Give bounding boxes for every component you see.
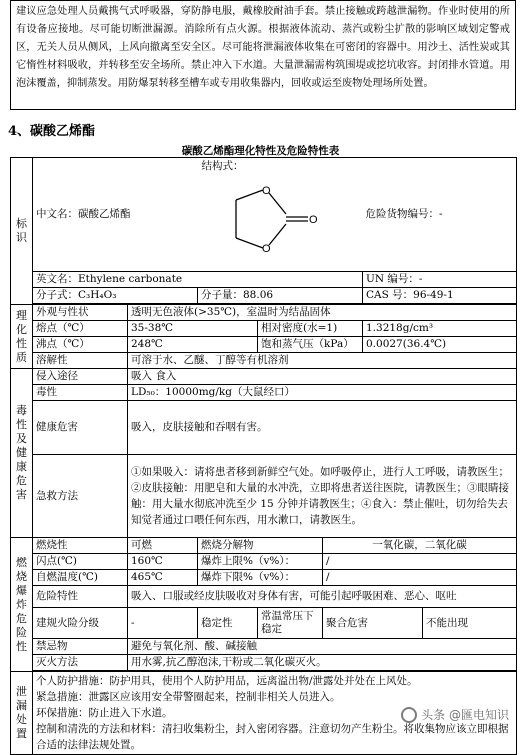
structure-label: 结构式：	[201, 160, 244, 172]
combustion-products-value: 一氧化碳，二氧化碳	[323, 538, 517, 554]
category-physical: 理化性质	[11, 305, 33, 369]
flammability-value: 可燃	[128, 538, 198, 554]
molecular-weight: 分子量：88.06	[198, 288, 363, 304]
upper-limit-label: 爆炸上限%（v%）：	[198, 554, 323, 570]
table-title: 碳酸乙烯酯理化特性及危险特性表	[181, 145, 340, 157]
en-name: 英文名：Ethylene carbonate	[33, 272, 363, 288]
category-leak: 泄漏处置	[11, 672, 33, 755]
extinguishing-value: 用水雾,抗乙醇泡沫,干粉或二氧化碳灭火。	[128, 655, 517, 671]
formula: 分子式：C₃H₄O₃	[33, 288, 198, 304]
toxicity-label: 毒性	[33, 385, 128, 401]
flash-point-label: 闪点(℃)	[33, 554, 128, 570]
phys-label: 外观与性状	[33, 305, 128, 321]
watermark-text: 头条 @匯电知识	[421, 708, 509, 722]
stability-label: 稳定性	[198, 608, 258, 639]
phys-value: 透明无色液体(>35℃)，室温时为结晶固体	[128, 305, 517, 321]
incompatibles-label: 禁忌物	[33, 639, 128, 655]
phys-value: 可溶于水、乙醚、丁醇等有机溶剂	[128, 353, 517, 369]
un-no: UN 编号：-	[363, 272, 517, 288]
svg-text:O: O	[261, 185, 271, 197]
combustion-products-label: 燃烧分解物	[198, 538, 323, 554]
incompatibles-value: 避免与氧化剂、酸、碱接触	[128, 639, 517, 655]
phys-value: 0.0027(36.4℃)	[363, 337, 517, 353]
phys-label: 相对密度(水=1)	[258, 321, 363, 337]
phys-label: 沸点（℃）	[33, 337, 128, 353]
svg-text:O: O	[308, 214, 318, 226]
svg-text:O: O	[261, 243, 271, 255]
section-title: 4、碳酸乙烯酯	[8, 124, 96, 139]
toxicity-value: LD₅₀：10000mg/kg（大鼠经口）	[128, 385, 517, 401]
upper-limit-value: /	[323, 554, 517, 570]
watermark	[401, 706, 509, 723]
hazard-value: 吸入、口服或经皮肤吸收对身体有害，可能引起呼吸困难、恶心、呕吐	[128, 586, 517, 608]
intro-paragraph: 建议应急处理人员戴携气式呼吸器，穿防静电服，戴橡胶耐油手套。禁止接触或跨越泄漏物。作业时使用的所有设备应接地。尽可能切断泄漏源。消除所有点火源。根据液体流动、蒸汽或粉尘扩散的影响区域划定警戒区，无关人员从侧风，上风向撤离至安全区。尽可能将泄漏液体收集在可密闭的容器中。用沙土、活性炭或其它惰性材料吸收，并转移至安全场所。禁止冲入下水道。大量泄漏需构筑围堤或挖坑收容。封闭排水管道。用泡沫覆盖，抑制蒸发。用防爆泵转移至槽车或专用收集器内，回收或运至废物处理场所处置。	[10, 0, 516, 110]
category-fire: 燃烧爆炸危险性	[11, 538, 33, 672]
phys-value: 248℃	[128, 337, 258, 353]
hazard-label: 危险特性	[33, 586, 128, 608]
polymerization-label: 聚合危害	[323, 608, 423, 639]
cas-no: CAS 号：96-49-1	[363, 288, 517, 304]
watermark-logo-icon	[401, 707, 417, 723]
phys-value: 35-38℃	[128, 321, 258, 337]
health-value: 吸入，皮肤接触和吞咽有害。	[128, 401, 517, 455]
health-label: 健康危害	[33, 401, 128, 455]
autoignition-value: 465℃	[128, 570, 198, 586]
fire-class-label: 建规火险分级	[33, 608, 128, 639]
dangerous-goods-no: 危险货物编号：-	[363, 158, 517, 272]
extinguishing-label: 灭火方法	[33, 655, 128, 671]
stability-value: 常温常压下稳定	[258, 608, 323, 639]
cn-name: 中文名：碳酸乙烯酯	[33, 158, 198, 272]
route-label: 侵入途径	[33, 369, 128, 385]
category-toxicity: 毒性及健康危害	[11, 369, 33, 538]
lower-limit-value: /	[323, 570, 517, 586]
autoignition-label: 自燃温度(℃)	[33, 570, 128, 586]
msds-table	[10, 157, 517, 755]
first-aid-label: 急救方法	[33, 455, 128, 538]
ethylene-carbonate-structure	[206, 170, 346, 265]
lower-limit-label: 爆炸下限%（v%）：	[198, 570, 323, 586]
phys-label: 熔点（℃）	[33, 321, 128, 337]
flammability-label: 燃烧性	[33, 538, 128, 554]
leak-line: 环保措施：防止进入下水道。	[36, 707, 173, 719]
category-identification: 标识	[11, 158, 33, 305]
phys-value: 1.3218g/cm³	[363, 321, 517, 337]
route-value: 吸入 食入	[128, 369, 517, 385]
phys-label: 溶解性	[33, 353, 128, 369]
fire-class-value: -	[128, 608, 198, 639]
leak-line: 控制和清洗的方法和材料：清扫收集粉尘，封入密闭容器。注意切勿产生粉尘。将收集物应该立即根据合适的法律法规处置。	[36, 723, 509, 751]
leak-line: 紧急措施：泄露区应该用安全带警圈起来，控制非相关人员进入。	[36, 691, 341, 703]
flash-point-value: 160℃	[128, 554, 198, 570]
phys-label: 饱和蒸气压（kPa）	[258, 337, 363, 353]
leak-line: 个人防护措施：防护用具，使用个人防护用品，远离溢出物/泄露处并处在上风处。	[36, 675, 418, 687]
polymerization-value: 不能出现	[423, 608, 517, 639]
structure-cell	[198, 158, 363, 272]
first-aid-value: ①如果吸入：请将患者移到新鲜空气处。如呼吸停止，进行人工呼吸，请教医生；②皮肤接触：用肥皂和大量的水冲洗，立即将患者送往医院，请教医生；③眼睛接触：用大量水彻底冲洗至少 15 分钟并请教医生；④食入：禁止催吐，切勿给失去知觉者通过口喂任何东西，用水漱口，请教医生。	[128, 455, 517, 538]
